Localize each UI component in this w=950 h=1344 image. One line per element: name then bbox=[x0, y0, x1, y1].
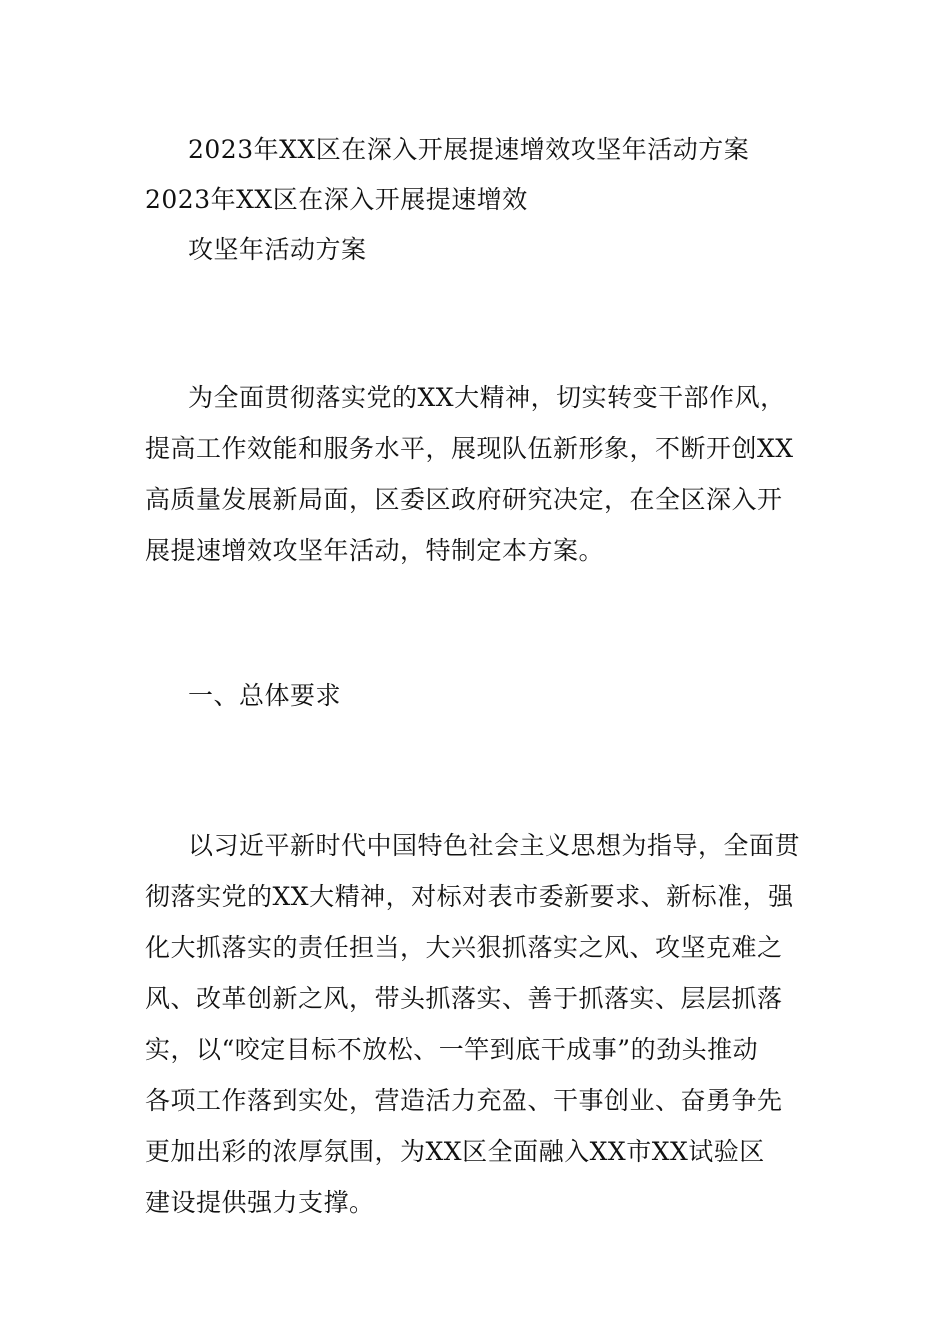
section1-line-7: 更加出彩的浓厚氛围，为XX区全面融入XX市XX试验区 bbox=[145, 1137, 765, 1166]
section1-line-6: 各项工作落到实处，营造活力充盈、干事创业、奋勇争先 bbox=[145, 1086, 783, 1115]
intro-line-2: 提高工作效能和服务水平，展现队伍新形象，不断开创XX bbox=[145, 434, 794, 463]
section1-heading: 一、总体要求 bbox=[188, 681, 342, 710]
heading-line-2: 攻坚年活动方案 bbox=[188, 235, 367, 264]
section1-line-2: 彻落实党的XX大精神，对标对表市委新要求、新标准，强 bbox=[145, 882, 794, 911]
intro-line-1: 为全面贯彻落实党的XX大精神，切实转变干部作风， bbox=[188, 383, 786, 412]
section1-line-1: 以习近平新时代中国特色社会主义思想为指导，全面贯 bbox=[188, 831, 801, 860]
section1-line-5: 实，以“咬定目标不放松、一竿到底干成事”的劲头推动 bbox=[145, 1035, 759, 1064]
section1-line-8: 建设提供强力支撑。 bbox=[145, 1188, 375, 1217]
intro-line-4: 展提速增效攻坚年活动，特制定本方案。 bbox=[145, 536, 605, 565]
heading-line-1: 2023年XX区在深入开展提速增效 bbox=[145, 185, 528, 214]
document-title-line: 2023年XX区在深入开展提速增效攻坚年活动方案 bbox=[188, 135, 750, 164]
section1-line-4: 风、改革创新之风，带头抓落实、善于抓落实、层层抓落 bbox=[145, 984, 783, 1013]
intro-line-3: 高质量发展新局面，区委区政府研究决定，在全区深入开 bbox=[145, 485, 783, 514]
section1-line-3: 化大抓落实的责任担当，大兴狠抓落实之风、攻坚克难之 bbox=[145, 933, 783, 962]
